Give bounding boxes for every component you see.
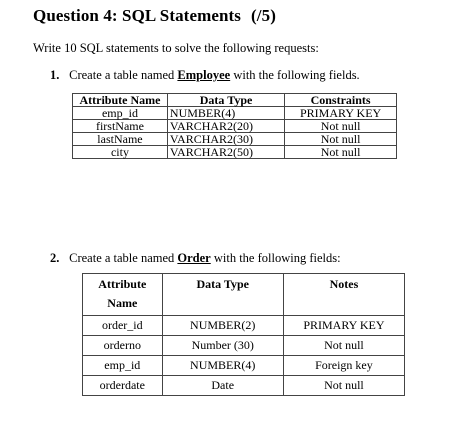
request-1-suffix: with the following fields. <box>230 68 360 82</box>
request-2-table-name: Order <box>177 251 211 265</box>
cell-attribute: emp_id <box>73 107 168 120</box>
table-header-row <box>83 274 405 316</box>
cell-notes: Not null <box>283 376 404 396</box>
cell-notes: Foreign key <box>283 356 404 376</box>
table-row <box>73 107 397 120</box>
request-2-number: 2. <box>50 251 60 265</box>
table-row <box>73 146 397 159</box>
table-row <box>83 336 405 356</box>
instructions-text: Write 10 SQL statements to solve the following requests: <box>33 41 319 55</box>
cell-constraint: PRIMARY KEY <box>285 107 397 120</box>
cell-attribute: emp_id <box>83 356 163 376</box>
table-row <box>73 133 397 146</box>
table-row <box>83 316 405 336</box>
header-attribute-name <box>83 274 163 316</box>
cell-constraint: Not null <box>285 120 397 133</box>
cell-data-type: VARCHAR2(20) <box>167 120 284 133</box>
cell-attribute: orderno <box>83 336 163 356</box>
request-2 <box>50 251 341 266</box>
cell-data-type: Date <box>162 376 283 396</box>
cell-attribute: orderdate <box>83 376 163 396</box>
table-row <box>83 356 405 376</box>
header-data-type: Data Type <box>162 274 283 316</box>
request-1-prefix: Create a table named <box>69 68 178 82</box>
request-1-number: 1. <box>50 68 60 82</box>
question-heading: Question 4: SQL Statements <box>33 6 242 25</box>
header-name-word: Name <box>107 296 138 310</box>
cell-data-type: NUMBER(2) <box>162 316 283 336</box>
cell-notes: Not null <box>283 336 404 356</box>
header-data-type: Data Type <box>167 94 284 107</box>
question-title <box>33 6 276 26</box>
cell-constraint: Not null <box>285 146 397 159</box>
table-header-row <box>73 94 397 107</box>
cell-attribute: order_id <box>83 316 163 336</box>
cell-data-type: VARCHAR2(50) <box>167 146 284 159</box>
header-constraints: Constraints <box>285 94 397 107</box>
table-row <box>83 376 405 396</box>
cell-data-type: NUMBER(4) <box>167 107 284 120</box>
cell-notes: PRIMARY KEY <box>283 316 404 336</box>
cell-attribute: firstName <box>73 120 168 133</box>
request-1-table-name: Employee <box>177 68 231 82</box>
header-attribute-name: Attribute Name <box>73 94 168 107</box>
cell-attribute: city <box>73 146 168 159</box>
cell-data-type: Number (30) <box>162 336 283 356</box>
header-notes: Notes <box>283 274 404 316</box>
request-2-prefix: Create a table named <box>69 251 178 265</box>
request-1 <box>50 68 360 83</box>
cell-constraint: Not null <box>285 133 397 146</box>
cell-attribute: lastName <box>73 133 168 146</box>
header-attribute-word: Attribute <box>98 277 147 291</box>
table-row <box>73 120 397 133</box>
cell-data-type: VARCHAR2(30) <box>167 133 284 146</box>
cell-data-type: NUMBER(4) <box>162 356 283 376</box>
order-fields-table <box>82 273 405 396</box>
question-points: (/5) <box>251 6 276 25</box>
request-2-suffix: with the following fields: <box>210 251 341 265</box>
employee-fields-table <box>72 93 397 159</box>
